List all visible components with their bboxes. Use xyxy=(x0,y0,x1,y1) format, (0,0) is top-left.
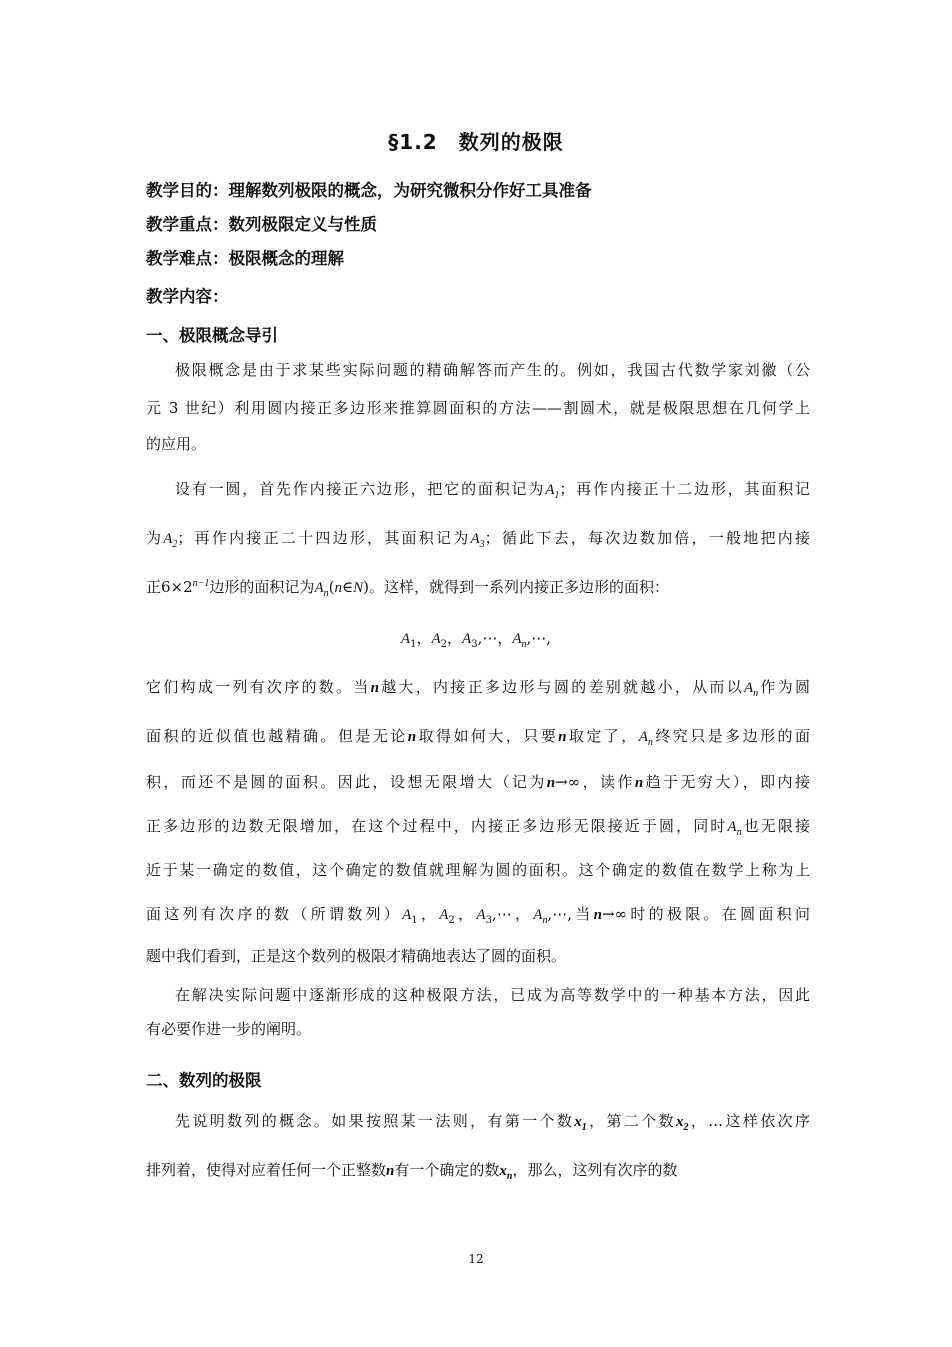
paragraph-line: 有必要作进一步的阐明。 xyxy=(146,1020,312,1038)
paragraph-line: 正多边形的边数无限增加，在这个过程中，内接正多边形无限接近于圆，同时$A_n$也无限接 xyxy=(146,817,810,838)
paragraph-line: 题中我们看到，正是这个数列的极限才精确地表达了圆的面积。 xyxy=(146,947,567,965)
math-formula: $A_2$ xyxy=(163,531,178,550)
math-formula: $A_3$ xyxy=(470,531,485,550)
paragraph-line: 面积的近似值也越精确。但是无论n取得如何大，只要n取定了，$A_n$终究只是多边形的面 xyxy=(146,727,810,748)
page-title: §1.2 数列的极限 xyxy=(388,130,564,154)
section1-heading: 一、极限概念导引 xyxy=(146,326,278,345)
paragraph-line: 近于某一确定的数值，这个确定的数值就理解为圆的面积。这个确定的数值在数学上称为上 xyxy=(146,861,810,879)
sequence-formula: $A_1$，$A_2$，$A_3,\cdots$，$A_n,\cdots$, xyxy=(400,629,552,650)
paragraph-line: 正$6\times 2^{n-1}$边形的面积记为$A_n(n\in N)$。这样，就得到一系列内接正多边形的面积： xyxy=(146,578,669,599)
paragraph-line: 积，而还不是圆的面积。因此，设想无限增大（记为n→∞，读作n趋于无穷大），即内接 xyxy=(146,773,810,791)
section2-heading: 二、数列的极限 xyxy=(146,1071,262,1090)
paragraph-line: 它们构成一列有次序的数。当n越大，内接正多边形与圆的差别就越小，从而以$A_n$作为圆 xyxy=(146,678,810,699)
paragraph-line: 排列着，使得对应着任何一个正整数n有一个确定的数$x_n$，那么，这列有次序的数 xyxy=(146,1161,678,1182)
paragraph-line: 元 3 世纪）利用圆内接正多边形来推算圆面积的方法——割圆术，就是极限思想在几何学上 xyxy=(146,399,810,417)
teaching-purpose: 教学目的：理解数列极限的概念，为研究微积分作好工具准备 xyxy=(146,181,592,200)
paragraph-line: 在解决实际问题中逐渐形成的这种极限方法，已成为高等数学中的一种基本方法，因此 xyxy=(175,986,810,1004)
math-formula: $A_n(n\in N)$ xyxy=(314,578,369,599)
paragraph-line: 极限概念是由于求某些实际问题的精确解答而产生的。例如，我国古代数学家刘徽（公 xyxy=(175,361,810,379)
teaching-difficulty: 教学难点：极限概念的理解 xyxy=(146,249,344,268)
math-formula: $6\times 2^{n-1}$ xyxy=(161,578,210,596)
paragraph-line: 设有一圆，首先作内接正六边形，把它的面积记为$A_1$；再作内接正十二边形，其面积记 xyxy=(175,480,810,501)
paragraph-line: 为$A_2$；再作内接正二十四边形，其面积记为$A_3$；循此下去，每次边数加倍，一般地把内接 xyxy=(146,529,810,550)
teaching-content-label: 教学内容： xyxy=(146,287,229,306)
paragraph-line: 的应用。 xyxy=(146,435,207,453)
teaching-key-points: 教学重点：数列极限定义与性质 xyxy=(146,215,377,234)
paragraph-line: 先说明数列的概念。如果按照某一法则，有第一个数$x_1$，第二个数$x_2$，…这样依次序 xyxy=(175,1112,810,1133)
paragraph-line: 面这列有次序的数（所谓数列）$A_1$，$A_2$，$A_3,\cdots$，$A_n,\cdots$,当n→∞时的极限。在圆面积问 xyxy=(146,905,810,926)
math-formula: $A_1$ xyxy=(545,482,560,501)
page-number: 12 xyxy=(468,1252,484,1266)
